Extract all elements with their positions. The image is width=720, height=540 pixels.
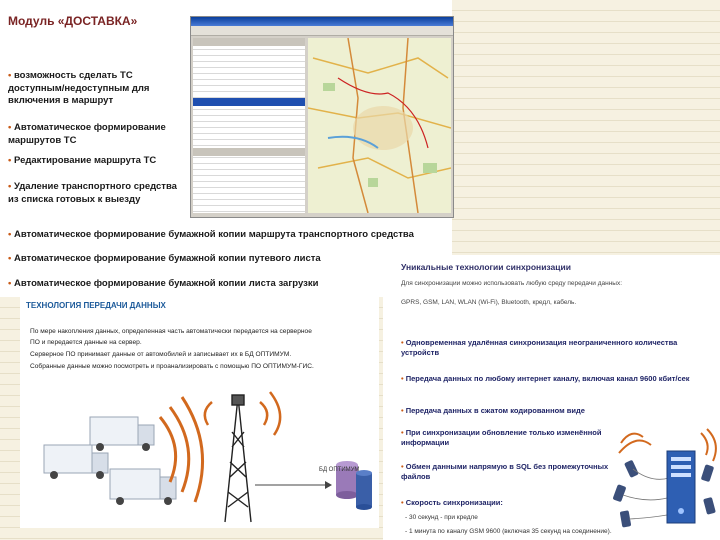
bullet-text: Редактирование маршрута ТС (13, 155, 157, 166)
database-label: БД ОПТИМУМ (319, 467, 360, 473)
bullet-dot: • (401, 498, 404, 507)
bullet-dot: • (401, 462, 404, 471)
bullet-text: При синхронизации обновление только изменённой информации (401, 428, 602, 447)
route-map (308, 38, 451, 213)
bullet-dot: • (401, 338, 404, 347)
bullet-text: Одновременная удалённая синхронизация неограниченного количества устройств (401, 338, 678, 357)
app-toolbar (191, 26, 453, 36)
antenna-tower-icon (225, 395, 251, 522)
bullet-dot: • (401, 406, 404, 415)
bullet-dot: • (8, 122, 12, 133)
bullet-text: Автоматическое формирование маршрутов ТС (8, 122, 166, 146)
bullet-dot: • (8, 229, 12, 240)
data-transfer-line: Собранные данные можно посмотреть и проанализировать с помощью ПО ОПТИМУМ-ГИС. (30, 363, 314, 370)
sync-speed-item: - 1 минута по каналу GSM 9600 (включая 35 секунд на соединение). (405, 528, 612, 535)
delivery-wide-bullet (8, 229, 448, 241)
sync-channels: GPRS, GSM, LAN, WLAN (Wi-Fi), Bluetooth, кредл, кабель. (401, 299, 577, 306)
bullet-dot: • (8, 278, 12, 289)
truck-icon (110, 469, 176, 505)
sync-intro: Для синхронизации можно использовать любую среду передачи данных: (401, 280, 623, 287)
data-transfer-line: ПО и передается данные на сервер. (30, 339, 142, 346)
sync-bullet (401, 374, 701, 384)
bullet-dot: • (8, 253, 12, 264)
data-transfer-line: По мере накопления данных, определенная часть автоматически передается на серверное (30, 328, 312, 335)
app-screenshot (190, 16, 454, 218)
sync-bullet (401, 462, 616, 482)
bullet-dot: • (8, 70, 12, 81)
data-transfer-panel (20, 297, 379, 528)
bullet-text: Передача данных по любому интернет каналу, включая канал 9600 кбит/сек (405, 374, 690, 383)
bullet-dot: • (401, 374, 404, 383)
bullet-text: Автоматическое формирование бумажной копии маршрута транспортного средства (13, 229, 414, 240)
delivery-bullet (8, 155, 180, 168)
bullet-text: Удаление транспортного средства из списка готовых к выезду (8, 181, 177, 205)
bullet-text: Автоматическое формирование бумажной копии листа загрузки (13, 278, 319, 289)
bullet-text: Обмен данными напрямую в SQL без промежуточных файлов (401, 462, 609, 481)
delivery-bullet (8, 70, 180, 108)
truck-icon (90, 417, 154, 451)
grid-header-lower (193, 148, 305, 156)
bullet-text: возможность сделать ТС доступным/недоступным для включения в маршрут (8, 70, 150, 106)
grid-selected-row (193, 98, 305, 106)
bullet-text: Автоматическое формирование бумажной копии путевого листа (13, 253, 321, 264)
sync-title: Уникальные технологии синхронизации (401, 262, 571, 272)
bullet-text: Передача данных в сжатом кодированном виде (405, 406, 585, 415)
bullet-dot: • (8, 155, 12, 166)
sync-bullet (401, 406, 701, 416)
grid-header (193, 38, 305, 46)
delivery-bullet (8, 181, 180, 206)
delivery-wide-bullet (8, 253, 448, 265)
sync-panel (383, 255, 720, 540)
sync-speed-item: - 30 секунд - при кредле (405, 514, 478, 521)
app-vehicle-grid (193, 38, 305, 213)
data-transfer-title: ТЕХНОЛОГИЯ ПЕРЕДАЧИ ДАННЫХ (26, 301, 166, 310)
bullet-dot: • (8, 181, 12, 192)
data-transfer-line: Серверное ПО принимает данные от автомобилей и записывает их в БД ОПТИМУМ. (30, 351, 292, 358)
delivery-wide-bullet (8, 278, 448, 290)
sync-devices-illustration (611, 423, 720, 540)
data-transfer-illustration (20, 377, 379, 528)
sync-bullet (401, 338, 701, 358)
delivery-title: Модуль «ДОСТАВКА» (8, 14, 138, 28)
sync-bullet (401, 428, 616, 448)
delivery-bullet (8, 122, 180, 147)
bullet-text: Скорость синхронизации: (405, 498, 503, 507)
delivery-panel (0, 0, 452, 297)
bullet-dot: • (401, 428, 404, 437)
app-window-titlebar (191, 17, 453, 26)
